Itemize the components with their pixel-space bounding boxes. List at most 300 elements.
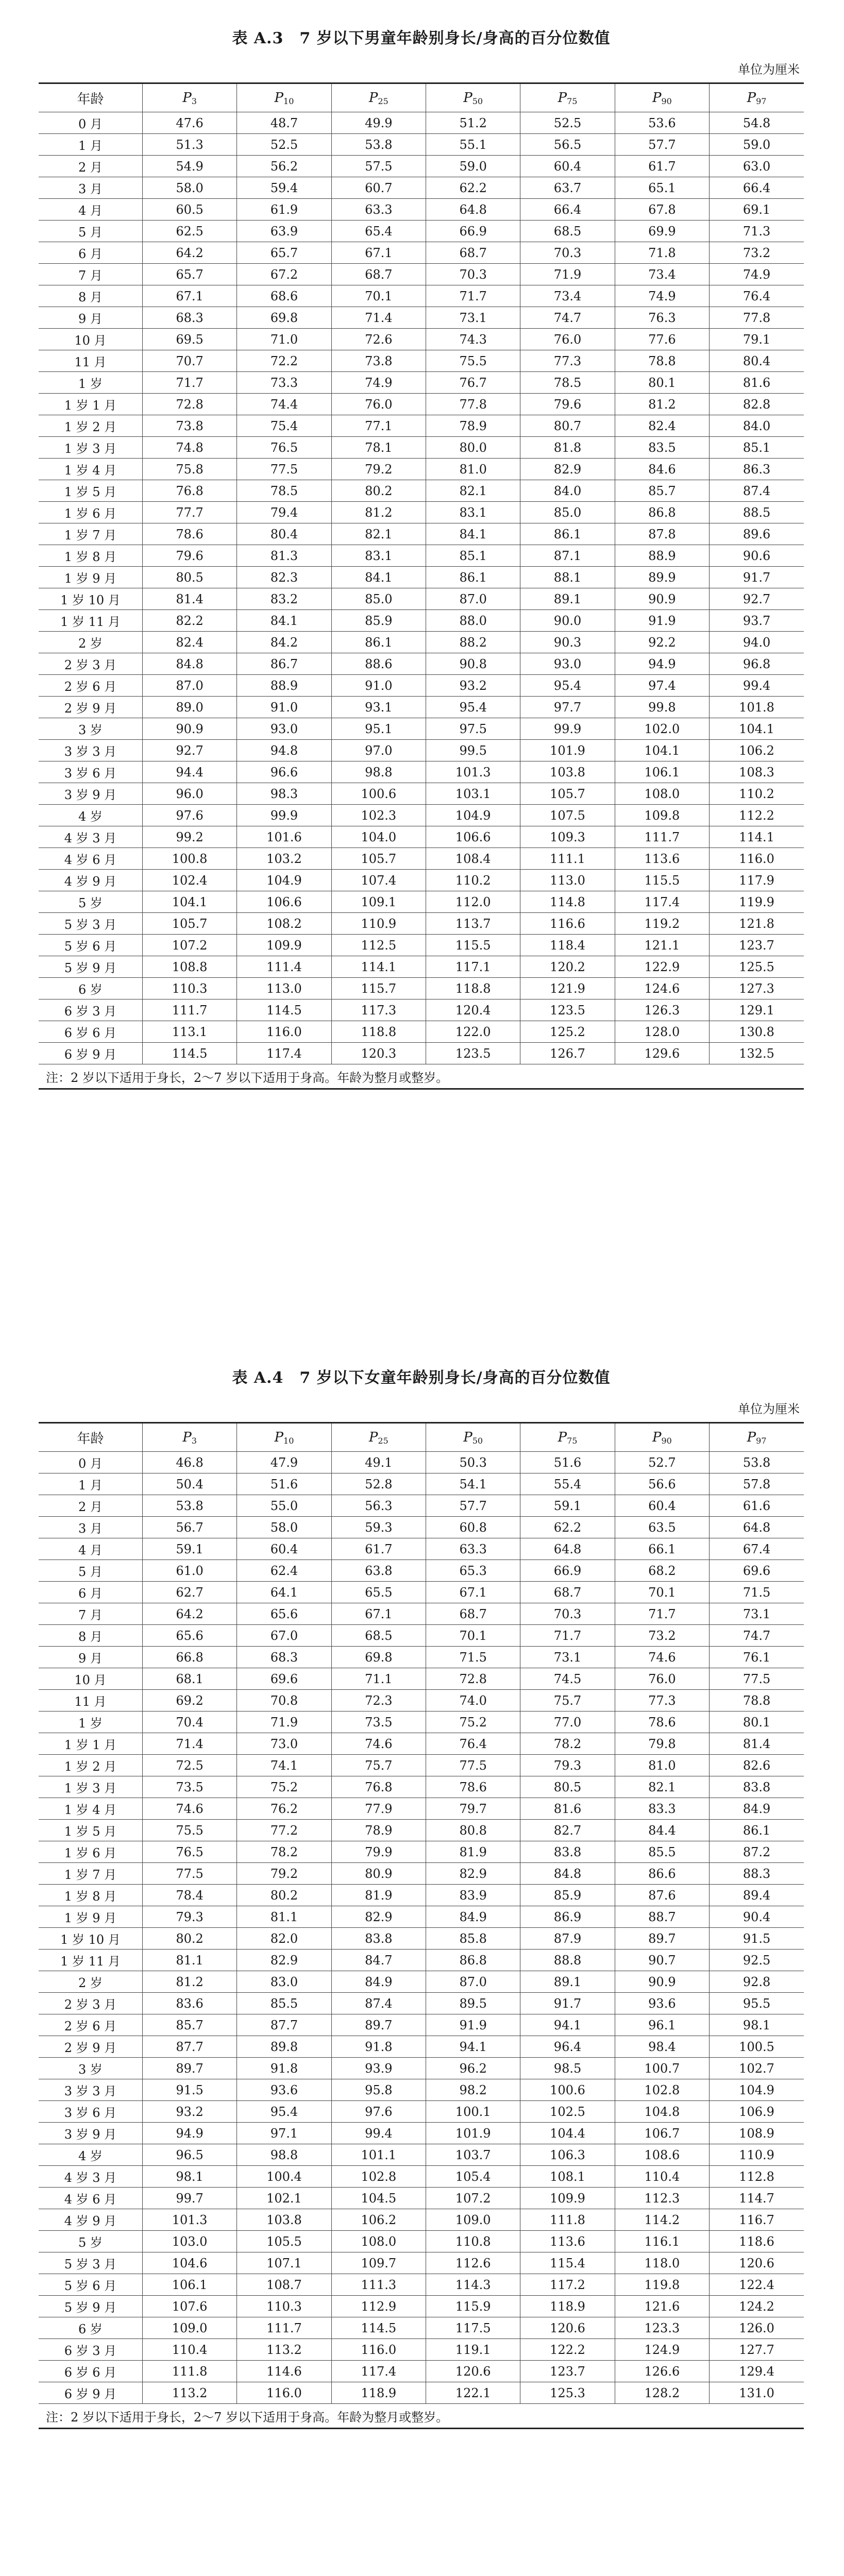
- age-cell: 6 月: [39, 242, 142, 264]
- value-cell: 104.9: [237, 870, 331, 891]
- value-cell: 58.0: [142, 177, 237, 199]
- value-cell: 115.5: [426, 935, 520, 956]
- value-cell: 88.1: [520, 567, 615, 588]
- age-cell: 5 月: [39, 221, 142, 242]
- age-cell: 0 月: [39, 1452, 142, 1473]
- value-cell: 112.8: [710, 2166, 804, 2188]
- value-cell: 85.7: [615, 480, 709, 502]
- age-cell: 4 岁: [39, 2144, 142, 2166]
- value-cell: 78.9: [331, 1820, 426, 1841]
- age-cell: 6 岁: [39, 2317, 142, 2339]
- value-cell: 114.5: [331, 2317, 426, 2339]
- value-cell: 71.7: [426, 285, 520, 307]
- column-header-p90: $P_{90}$: [615, 83, 709, 112]
- value-cell: 88.9: [237, 675, 331, 697]
- value-cell: 85.0: [331, 588, 426, 610]
- value-cell: 52.5: [520, 112, 615, 134]
- value-cell: 122.1: [426, 2382, 520, 2404]
- value-cell: 123.7: [520, 2361, 615, 2382]
- table-a4-body: [39, 1452, 804, 2404]
- value-cell: 76.8: [142, 480, 237, 502]
- column-header-p10: $P_{10}$: [237, 1423, 331, 1452]
- value-cell: 120.6: [710, 2252, 804, 2274]
- value-cell: 83.0: [237, 1971, 331, 1993]
- table-row: [39, 1820, 804, 1841]
- table-row: [39, 177, 804, 199]
- value-cell: 129.6: [615, 1043, 709, 1064]
- value-cell: 74.6: [615, 1647, 709, 1668]
- value-cell: 101.1: [331, 2144, 426, 2166]
- value-cell: 82.9: [520, 459, 615, 480]
- age-cell: 4 月: [39, 199, 142, 221]
- value-cell: 117.2: [520, 2274, 615, 2296]
- age-cell: 3 岁 6 月: [39, 2101, 142, 2123]
- value-cell: 91.0: [331, 675, 426, 697]
- table-row: [39, 2382, 804, 2404]
- value-cell: 125.5: [710, 956, 804, 978]
- value-cell: 126.6: [615, 2361, 709, 2382]
- value-cell: 121.6: [615, 2296, 709, 2317]
- table-row: [39, 1711, 804, 1733]
- value-cell: 83.8: [520, 1841, 615, 1863]
- value-cell: 82.2: [142, 610, 237, 632]
- value-cell: 98.8: [237, 2144, 331, 2166]
- value-cell: 72.2: [237, 350, 331, 372]
- value-cell: 96.5: [142, 2144, 237, 2166]
- table-row: [39, 2079, 804, 2101]
- value-cell: 102.4: [142, 870, 237, 891]
- value-cell: 103.0: [142, 2231, 237, 2252]
- value-cell: 60.4: [237, 1538, 331, 1560]
- value-cell: 62.7: [142, 1582, 237, 1603]
- value-cell: 76.0: [331, 394, 426, 415]
- value-cell: 77.8: [426, 394, 520, 415]
- value-cell: 106.2: [331, 2209, 426, 2231]
- value-cell: 62.2: [520, 1517, 615, 1538]
- column-header-p50: $P_{50}$: [426, 83, 520, 112]
- value-cell: 73.1: [520, 1647, 615, 1668]
- value-cell: 82.1: [331, 523, 426, 545]
- value-cell: 99.2: [142, 826, 237, 848]
- value-cell: 94.1: [520, 2014, 615, 2036]
- value-cell: 53.8: [331, 134, 426, 156]
- value-cell: 69.1: [710, 199, 804, 221]
- value-cell: 68.5: [520, 221, 615, 242]
- age-cell: 8 月: [39, 285, 142, 307]
- age-cell: 5 岁 6 月: [39, 2274, 142, 2296]
- age-cell: 2 岁 3 月: [39, 653, 142, 675]
- value-cell: 96.8: [710, 653, 804, 675]
- table-row: [39, 350, 804, 372]
- value-cell: 106.3: [520, 2144, 615, 2166]
- value-cell: 100.6: [331, 783, 426, 805]
- value-cell: 49.1: [331, 1452, 426, 1473]
- table-row: [39, 675, 804, 697]
- column-header-p10: $P_{10}$: [237, 83, 331, 112]
- age-cell: 1 岁: [39, 372, 142, 394]
- value-cell: 80.1: [615, 372, 709, 394]
- table-row: [39, 2144, 804, 2166]
- value-cell: 82.7: [520, 1820, 615, 1841]
- value-cell: 69.9: [615, 221, 709, 242]
- value-cell: 71.4: [142, 1733, 237, 1755]
- value-cell: 81.3: [237, 545, 331, 567]
- value-cell: 64.2: [142, 242, 237, 264]
- value-cell: 77.1: [331, 415, 426, 437]
- value-cell: 126.7: [520, 1043, 615, 1064]
- value-cell: 122.2: [520, 2339, 615, 2361]
- value-cell: 82.3: [237, 567, 331, 588]
- value-cell: 81.0: [426, 459, 520, 480]
- value-cell: 110.2: [710, 783, 804, 805]
- value-cell: 89.1: [520, 588, 615, 610]
- table-row: [39, 1560, 804, 1582]
- age-cell: 1 岁 7 月: [39, 523, 142, 545]
- value-cell: 84.2: [237, 632, 331, 653]
- table-row: [39, 1452, 804, 1473]
- value-cell: 89.7: [331, 2014, 426, 2036]
- value-cell: 86.3: [710, 459, 804, 480]
- table-row: [39, 1495, 804, 1517]
- value-cell: 112.2: [710, 805, 804, 826]
- value-cell: 80.5: [520, 1776, 615, 1798]
- value-cell: 112.3: [615, 2188, 709, 2209]
- value-cell: 55.0: [237, 1495, 331, 1517]
- value-cell: 68.6: [237, 285, 331, 307]
- value-cell: 71.7: [142, 372, 237, 394]
- value-cell: 110.4: [615, 2166, 709, 2188]
- value-cell: 81.8: [520, 437, 615, 459]
- value-cell: 129.4: [710, 2361, 804, 2382]
- table-row: [39, 697, 804, 718]
- value-cell: 59.1: [142, 1538, 237, 1560]
- value-cell: 62.4: [237, 1560, 331, 1582]
- column-header-p25: $P_{25}$: [331, 83, 426, 112]
- value-cell: 74.0: [426, 1690, 520, 1711]
- value-cell: 81.2: [142, 1971, 237, 1993]
- value-cell: 70.1: [331, 285, 426, 307]
- value-cell: 89.9: [615, 567, 709, 588]
- value-cell: 83.5: [615, 437, 709, 459]
- value-cell: 57.7: [615, 134, 709, 156]
- value-cell: 87.9: [520, 1928, 615, 1950]
- age-cell: 2 月: [39, 1495, 142, 1517]
- value-cell: 87.0: [426, 588, 520, 610]
- value-cell: 79.8: [615, 1733, 709, 1755]
- value-cell: 52.7: [615, 1452, 709, 1473]
- value-cell: 77.9: [331, 1798, 426, 1820]
- value-cell: 90.9: [615, 588, 709, 610]
- value-cell: 90.7: [615, 1950, 709, 1971]
- table-row: [39, 285, 804, 307]
- table-row: [39, 740, 804, 761]
- value-cell: 62.2: [426, 177, 520, 199]
- age-cell: 1 岁 4 月: [39, 1798, 142, 1820]
- value-cell: 103.2: [237, 848, 331, 870]
- age-cell: 3 岁 9 月: [39, 783, 142, 805]
- value-cell: 127.3: [710, 978, 804, 999]
- value-cell: 111.3: [331, 2274, 426, 2296]
- value-cell: 81.0: [615, 1755, 709, 1776]
- value-cell: 107.5: [520, 805, 615, 826]
- value-cell: 92.5: [710, 1950, 804, 1971]
- value-cell: 104.8: [615, 2101, 709, 2123]
- value-cell: 91.5: [142, 2079, 237, 2101]
- age-cell: 1 岁 6 月: [39, 1841, 142, 1863]
- value-cell: 79.6: [520, 394, 615, 415]
- value-cell: 114.2: [615, 2209, 709, 2231]
- value-cell: 76.5: [142, 1841, 237, 1863]
- age-cell: 1 岁 2 月: [39, 415, 142, 437]
- value-cell: 88.3: [710, 1863, 804, 1885]
- table-a4-section: [39, 1360, 804, 2429]
- value-cell: 50.3: [426, 1452, 520, 1473]
- value-cell: 63.7: [520, 177, 615, 199]
- value-cell: 85.9: [331, 610, 426, 632]
- table-row: [39, 221, 804, 242]
- value-cell: 82.4: [142, 632, 237, 653]
- value-cell: 74.3: [426, 329, 520, 350]
- value-cell: 73.3: [237, 372, 331, 394]
- table-row: [39, 1755, 804, 1776]
- value-cell: 103.7: [426, 2144, 520, 2166]
- value-cell: 123.7: [710, 935, 804, 956]
- value-cell: 85.1: [426, 545, 520, 567]
- value-cell: 54.1: [426, 1473, 520, 1495]
- value-cell: 94.1: [426, 2036, 520, 2058]
- value-cell: 60.7: [331, 177, 426, 199]
- value-cell: 111.4: [237, 956, 331, 978]
- value-cell: 72.3: [331, 1690, 426, 1711]
- value-cell: 81.6: [710, 372, 804, 394]
- value-cell: 106.6: [426, 826, 520, 848]
- table-row: [39, 1733, 804, 1755]
- value-cell: 82.9: [237, 1950, 331, 1971]
- value-cell: 100.5: [710, 2036, 804, 2058]
- value-cell: 95.1: [331, 718, 426, 740]
- age-cell: 2 岁: [39, 1971, 142, 1993]
- value-cell: 102.0: [615, 718, 709, 740]
- value-cell: 101.8: [710, 697, 804, 718]
- value-cell: 91.9: [426, 2014, 520, 2036]
- table-row: [39, 1538, 804, 1560]
- table-row: [39, 329, 804, 350]
- table-a3: [39, 82, 804, 1090]
- value-cell: 118.8: [331, 1021, 426, 1043]
- column-header-p50: $P_{50}$: [426, 1423, 520, 1452]
- value-cell: 107.2: [426, 2188, 520, 2209]
- table-row: [39, 1603, 804, 1625]
- value-cell: 78.8: [615, 350, 709, 372]
- value-cell: 49.9: [331, 112, 426, 134]
- value-cell: 61.9: [237, 199, 331, 221]
- value-cell: 77.3: [615, 1690, 709, 1711]
- table-row: [39, 999, 804, 1021]
- value-cell: 74.9: [331, 372, 426, 394]
- table-row: [39, 848, 804, 870]
- value-cell: 114.7: [710, 2188, 804, 2209]
- value-cell: 107.1: [237, 2252, 331, 2274]
- age-cell: 2 岁 3 月: [39, 1993, 142, 2014]
- value-cell: 102.8: [615, 2079, 709, 2101]
- value-cell: 101.3: [142, 2209, 237, 2231]
- value-cell: 97.5: [426, 718, 520, 740]
- value-cell: 93.2: [426, 675, 520, 697]
- value-cell: 78.8: [710, 1690, 804, 1711]
- value-cell: 116.7: [710, 2209, 804, 2231]
- value-cell: 76.4: [710, 285, 804, 307]
- value-cell: 79.4: [237, 502, 331, 523]
- value-cell: 83.2: [237, 588, 331, 610]
- value-cell: 79.3: [142, 1906, 237, 1928]
- age-cell: 2 岁 6 月: [39, 675, 142, 697]
- value-cell: 61.6: [710, 1495, 804, 1517]
- table-row: [39, 2036, 804, 2058]
- value-cell: 97.1: [237, 2123, 331, 2144]
- value-cell: 74.4: [237, 394, 331, 415]
- value-cell: 84.8: [142, 653, 237, 675]
- value-cell: 71.8: [615, 242, 709, 264]
- value-cell: 81.1: [237, 1906, 331, 1928]
- value-cell: 68.7: [520, 1582, 615, 1603]
- value-cell: 65.1: [615, 177, 709, 199]
- value-cell: 92.7: [710, 588, 804, 610]
- age-cell: 10 月: [39, 1668, 142, 1690]
- value-cell: 74.7: [520, 307, 615, 329]
- value-cell: 118.4: [520, 935, 615, 956]
- value-cell: 86.9: [520, 1906, 615, 1928]
- value-cell: 91.7: [710, 567, 804, 588]
- value-cell: 108.9: [710, 2123, 804, 2144]
- age-cell: 2 月: [39, 156, 142, 177]
- value-cell: 123.5: [520, 999, 615, 1021]
- value-cell: 126.0: [710, 2317, 804, 2339]
- value-cell: 70.1: [426, 1625, 520, 1647]
- table-a4: [39, 1422, 804, 2429]
- value-cell: 80.2: [331, 480, 426, 502]
- value-cell: 94.9: [615, 653, 709, 675]
- table-row: [39, 1798, 804, 1820]
- value-cell: 98.4: [615, 2036, 709, 2058]
- value-cell: 77.6: [615, 329, 709, 350]
- age-cell: 1 岁: [39, 1711, 142, 1733]
- table-row: [39, 1473, 804, 1495]
- value-cell: 93.6: [237, 2079, 331, 2101]
- age-cell: 1 岁 9 月: [39, 1906, 142, 1928]
- table-a3-unit: 单位为厘米: [738, 62, 800, 77]
- value-cell: 114.1: [331, 956, 426, 978]
- value-cell: 66.9: [520, 1560, 615, 1582]
- value-cell: 132.5: [710, 1043, 804, 1064]
- value-cell: 108.7: [237, 2274, 331, 2296]
- table-row: [39, 156, 804, 177]
- value-cell: 90.6: [710, 545, 804, 567]
- value-cell: 78.6: [142, 523, 237, 545]
- value-cell: 130.8: [710, 1021, 804, 1043]
- value-cell: 99.4: [710, 675, 804, 697]
- value-cell: 70.3: [426, 264, 520, 285]
- table-a3-note-row: [39, 1064, 804, 1089]
- value-cell: 109.0: [142, 2317, 237, 2339]
- age-cell: 4 岁: [39, 805, 142, 826]
- value-cell: 70.4: [142, 1711, 237, 1733]
- value-cell: 102.3: [331, 805, 426, 826]
- age-cell: 6 岁: [39, 978, 142, 999]
- value-cell: 79.2: [331, 459, 426, 480]
- value-cell: 120.4: [426, 999, 520, 1021]
- value-cell: 98.1: [710, 2014, 804, 2036]
- table-row: [39, 1021, 804, 1043]
- value-cell: 110.2: [426, 870, 520, 891]
- value-cell: 96.4: [520, 2036, 615, 2058]
- value-cell: 70.1: [615, 1582, 709, 1603]
- age-cell: 6 月: [39, 1582, 142, 1603]
- value-cell: 105.7: [331, 848, 426, 870]
- value-cell: 100.4: [237, 2166, 331, 2188]
- value-cell: 106.9: [710, 2101, 804, 2123]
- value-cell: 93.0: [520, 653, 615, 675]
- value-cell: 111.7: [237, 2317, 331, 2339]
- value-cell: 108.6: [615, 2144, 709, 2166]
- age-cell: 1 岁 10 月: [39, 588, 142, 610]
- value-cell: 67.1: [426, 1582, 520, 1603]
- value-cell: 86.6: [615, 1863, 709, 1885]
- age-cell: 9 月: [39, 307, 142, 329]
- value-cell: 115.5: [615, 870, 709, 891]
- age-cell: 2 岁 6 月: [39, 2014, 142, 2036]
- value-cell: 89.6: [710, 523, 804, 545]
- value-cell: 117.4: [237, 1043, 331, 1064]
- age-cell: 0 月: [39, 112, 142, 134]
- value-cell: 114.5: [142, 1043, 237, 1064]
- value-cell: 74.9: [615, 285, 709, 307]
- age-cell: 4 岁 6 月: [39, 848, 142, 870]
- table-row: [39, 2188, 804, 2209]
- value-cell: 93.7: [710, 610, 804, 632]
- value-cell: 118.9: [331, 2382, 426, 2404]
- value-cell: 48.7: [237, 112, 331, 134]
- age-cell: 1 岁 10 月: [39, 1928, 142, 1950]
- value-cell: 109.7: [331, 2252, 426, 2274]
- value-cell: 105.4: [426, 2166, 520, 2188]
- value-cell: 69.6: [710, 1560, 804, 1582]
- value-cell: 104.6: [142, 2252, 237, 2274]
- table-row: [39, 567, 804, 588]
- value-cell: 71.9: [520, 264, 615, 285]
- age-cell: 2 岁: [39, 632, 142, 653]
- age-cell: 1 岁 5 月: [39, 480, 142, 502]
- value-cell: 116.0: [710, 848, 804, 870]
- value-cell: 81.6: [520, 1798, 615, 1820]
- value-cell: 67.1: [142, 285, 237, 307]
- value-cell: 56.2: [237, 156, 331, 177]
- value-cell: 47.6: [142, 112, 237, 134]
- value-cell: 112.0: [426, 891, 520, 913]
- value-cell: 77.8: [710, 307, 804, 329]
- value-cell: 104.9: [426, 805, 520, 826]
- value-cell: 60.5: [142, 199, 237, 221]
- value-cell: 76.3: [615, 307, 709, 329]
- value-cell: 98.1: [142, 2166, 237, 2188]
- table-row: [39, 2361, 804, 2382]
- table-row: [39, 2317, 804, 2339]
- value-cell: 83.3: [615, 1798, 709, 1820]
- value-cell: 117.1: [426, 956, 520, 978]
- value-cell: 69.5: [142, 329, 237, 350]
- table-row: [39, 2101, 804, 2123]
- table-a3-header: [39, 83, 804, 112]
- value-cell: 72.8: [142, 394, 237, 415]
